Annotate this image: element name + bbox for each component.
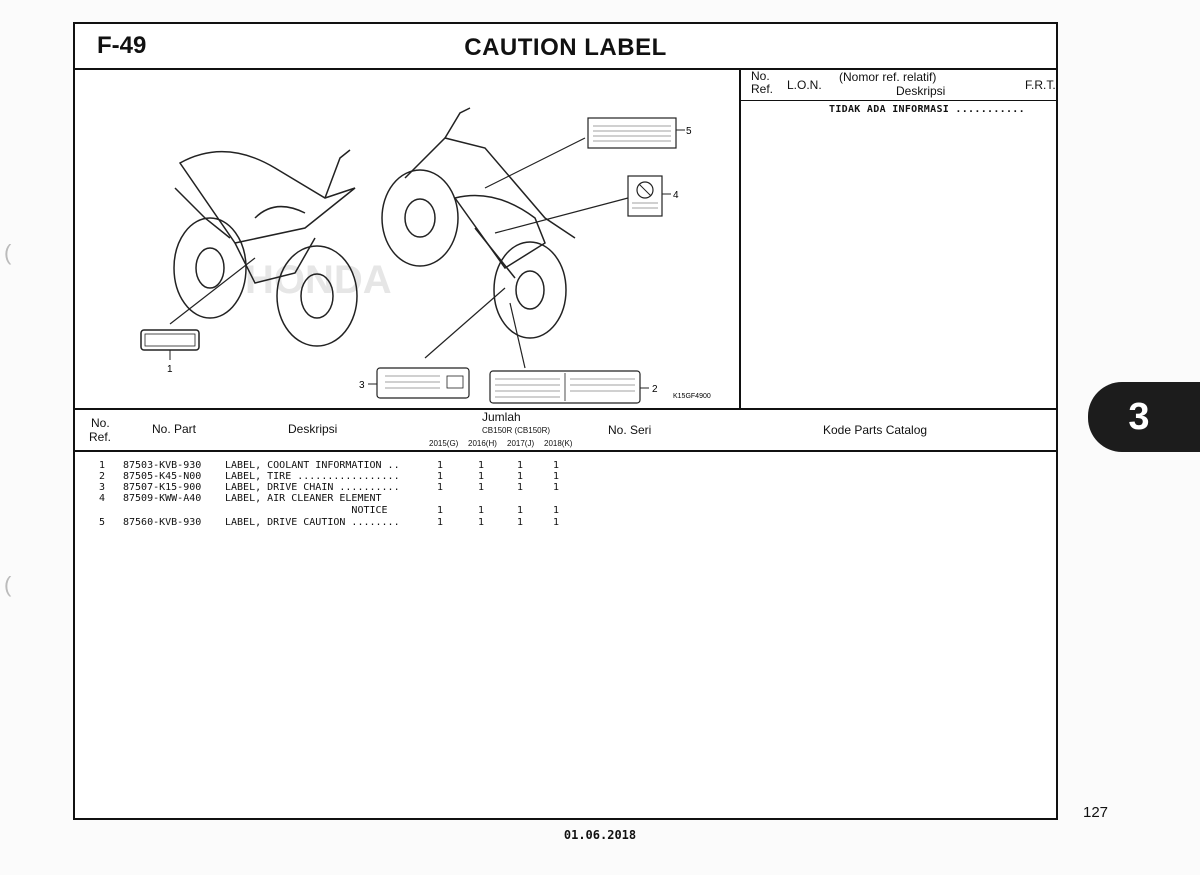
- info-panel-header: [741, 68, 1058, 101]
- diagram-svg: [75, 68, 739, 408]
- cell-part-number: 87509-KWW-A40: [123, 493, 202, 504]
- cell-part-number: 87507-K15-900: [123, 482, 202, 493]
- label-part-1: [141, 330, 199, 360]
- figure-code: K15GF4900: [673, 393, 711, 400]
- info-col-no-ref: No. Ref.: [751, 69, 774, 96]
- cell-qty-2017: 1: [517, 482, 524, 493]
- section-code: F-49: [97, 32, 147, 59]
- cell-qty-2016: 1: [478, 471, 485, 482]
- cell-qty-2017: 1: [517, 471, 524, 482]
- catalog-page-frame: [73, 22, 1058, 820]
- th-no-seri: No. Seri: [608, 423, 652, 437]
- cell-part-number: 87503-KVB-930: [123, 460, 202, 471]
- info-panel: [741, 68, 1058, 408]
- callout-1: 1: [167, 364, 173, 375]
- info-col-desc-2: Deskripsi: [896, 84, 946, 98]
- cell-qty-2018: 1: [553, 482, 560, 493]
- page-header: [75, 24, 1056, 70]
- label-part-5: [588, 118, 685, 148]
- info-col-frt: F.R.T.: [1025, 78, 1056, 92]
- th-year-2018: 2018(K): [544, 439, 573, 448]
- leader-lines: [170, 138, 628, 368]
- cell-description: LABEL, TIRE .................: [225, 471, 400, 482]
- cell-qty-2016: 1: [478, 482, 485, 493]
- cell-qty-2018: 1: [553, 517, 560, 528]
- margin-mark: (: [4, 572, 12, 597]
- label-part-4: [628, 176, 671, 216]
- cell-qty-2017: 1: [517, 505, 524, 516]
- cell-description: LABEL, COOLANT INFORMATION ..: [225, 460, 400, 471]
- info-message: TIDAK ADA INFORMASI ...........: [829, 104, 1025, 115]
- exploded-diagram: [75, 68, 741, 408]
- motorcycle-right-illustration: [382, 108, 575, 338]
- parts-table-header: [75, 408, 1056, 452]
- cell-qty-2016: 1: [478, 517, 485, 528]
- callout-4: 4: [673, 190, 679, 201]
- cell-ref: 4: [99, 493, 106, 504]
- print-date: 01.06.2018: [563, 828, 637, 842]
- callout-2: 2: [652, 384, 658, 395]
- th-deskripsi: Deskripsi: [288, 422, 338, 436]
- cell-description: LABEL, DRIVE CAUTION ........: [225, 517, 400, 528]
- cell-qty-2015: 1: [437, 505, 444, 516]
- th-no-part: No. Part: [152, 422, 197, 436]
- section-tab: 3: [1088, 382, 1200, 452]
- cell-qty-2017: 1: [517, 460, 524, 471]
- th-jumlah: Jumlah: [482, 410, 521, 424]
- honda-watermark: HONDA: [245, 258, 392, 302]
- cell-qty-2016: 1: [478, 505, 485, 516]
- th-models: CB150R (CB150R): [482, 426, 551, 435]
- cell-qty-2015: 1: [437, 482, 444, 493]
- callout-3: 3: [359, 380, 365, 391]
- cell-description: LABEL, DRIVE CHAIN ..........: [225, 482, 400, 493]
- motorcycle-left-illustration: [174, 150, 357, 346]
- cell-ref: 5: [99, 517, 106, 528]
- cell-description: LABEL, AIR CLEANER ELEMENT: [225, 493, 382, 504]
- table-row: [75, 517, 1056, 529]
- cell-description: NOTICE: [225, 505, 388, 516]
- cell-part-number: 87560-KVB-930: [123, 517, 202, 528]
- th-year-2016: 2016(H): [468, 439, 497, 448]
- table-row: [75, 505, 1056, 517]
- cell-qty-2018: 1: [553, 471, 560, 482]
- cell-qty-2018: 1: [553, 460, 560, 471]
- page-title: CAUTION LABEL: [464, 34, 667, 61]
- page-number: 127: [1083, 804, 1109, 821]
- th-year-2015: 2015(G): [429, 439, 459, 448]
- th-kode-parts-catalog: Kode Parts Catalog: [823, 423, 928, 437]
- info-col-desc-1: (Nomor ref. relatif): [839, 70, 937, 84]
- label-part-2: [490, 371, 649, 403]
- th-no: No.: [91, 416, 110, 430]
- cell-qty-2017: 1: [517, 517, 524, 528]
- cell-ref: 2: [99, 471, 106, 482]
- th-year-2017: 2017(J): [507, 439, 535, 448]
- th-ref: Ref.: [89, 430, 112, 444]
- cell-part-number: 87505-K45-N00: [123, 471, 202, 482]
- cell-qty-2015: 1: [437, 517, 444, 528]
- callout-5: 5: [686, 126, 692, 137]
- cell-qty-2015: 1: [437, 471, 444, 482]
- label-part-3: [368, 368, 469, 398]
- margin-mark: (: [4, 240, 12, 265]
- table-row: [75, 493, 1056, 505]
- info-col-lon: L.O.N.: [787, 78, 822, 92]
- cell-qty-2015: 1: [437, 460, 444, 471]
- cell-ref: 1: [99, 460, 106, 471]
- cell-ref: 3: [99, 482, 106, 493]
- cell-qty-2016: 1: [478, 460, 485, 471]
- cell-qty-2018: 1: [553, 505, 560, 516]
